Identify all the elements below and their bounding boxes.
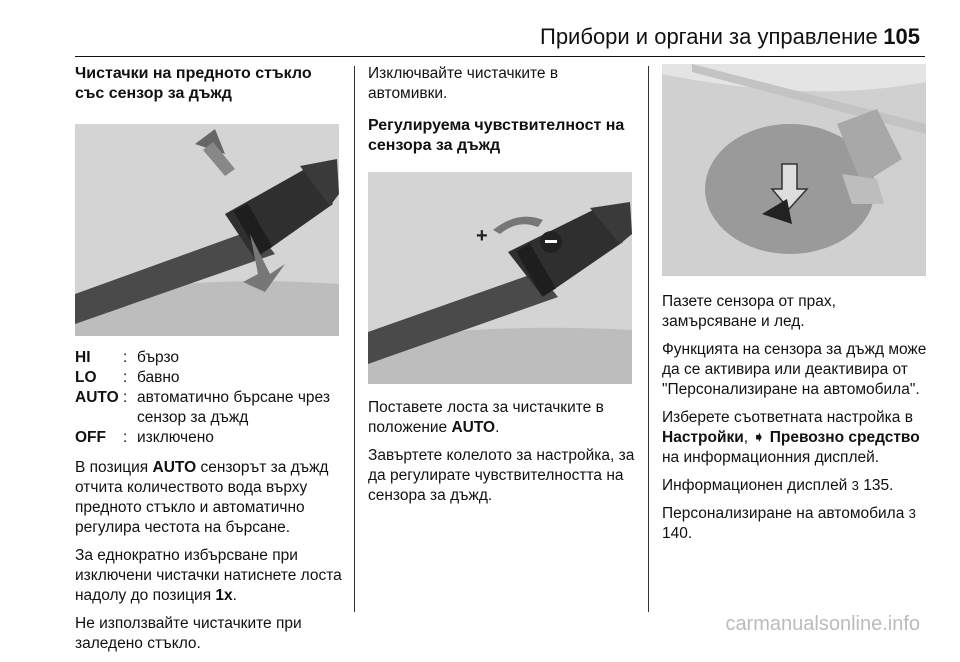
page-reference-icon: 3 [908,506,916,521]
watermark: carmanualsonline.info [725,613,920,635]
separator: : [123,429,128,446]
rain-sensor-illustration [662,64,926,276]
term-label: LO [75,369,97,386]
paragraph: Не използвайте чистачките при заледено стъкло. [75,615,302,652]
paragraph: Функцията на сензора за дъжд може да се активира или деактивира от "Персонализиране на автомобила". [662,341,927,398]
list-item [75,368,343,388]
term-label: AUTO [75,389,119,406]
section-heading: Чистачки на предното стъкло със сензор за дъжд [75,65,312,102]
sensitivity-wheel-drawing [368,172,632,384]
column-2 [368,64,638,514]
paragraph: Завъртете колелото за настройка, за да регулирате чувствителността на сензора за дъжд. [368,447,635,504]
svg-text:+: + [476,225,488,247]
wiper-stalk-drawing [75,124,339,336]
list-item [75,348,343,368]
arrow-icon: ➧ [752,429,766,446]
column-divider [648,66,649,612]
separator: : [123,369,128,386]
header-title: Прибори и органи за управление [540,24,878,49]
term-label: HI [75,349,91,366]
paragraph: Пазете сензора от прах, замърсяване и лед. [662,293,836,330]
column-divider [354,66,355,612]
paragraph: Изберете съответната настройка в Настройки, ➧ Превозно средство на информационния дисплей. [662,409,920,466]
paragraph: Изключвайте чистачките в автомивки. [368,65,559,102]
rain-sensor-drawing [662,64,926,276]
separator: : [123,349,128,366]
term-desc: бързо [137,349,180,366]
term-desc: автоматично бърсане чрез сензор за дъжд [137,389,330,426]
list-item [75,428,343,448]
column-1 [75,64,343,662]
paragraph: За еднократно избърсване при изключени чистачки натиснете лоста надолу до позиция 1x. [75,547,342,604]
wiper-stalk-illustration [75,124,339,336]
page-number: 105 [883,24,920,49]
term-label: OFF [75,429,106,446]
paragraph: Персонализиране на автомобила 3 140. [662,505,916,542]
separator: : [123,389,128,406]
column-3 [662,64,928,552]
list-item [75,388,343,428]
sensitivity-wheel-illustration [368,172,632,384]
page-reference-icon: 3 [851,478,859,493]
term-desc: бавно [137,369,180,386]
header-rule [75,56,925,57]
term-desc: изключено [137,429,214,446]
section-heading: Регулируема чувствителност на сензора за дъжд [368,117,625,154]
paragraph: В позиция AUTO сензорът за дъжд отчита количеството вода върху предното стъкло и автоматично регулира честота на бърсане. [75,459,329,536]
wiper-positions-list [75,348,343,448]
paragraph: Информационен дисплей 3 135. [662,477,894,494]
paragraph: Поставете лоста за чистачките в положение AUTO. [368,399,604,436]
